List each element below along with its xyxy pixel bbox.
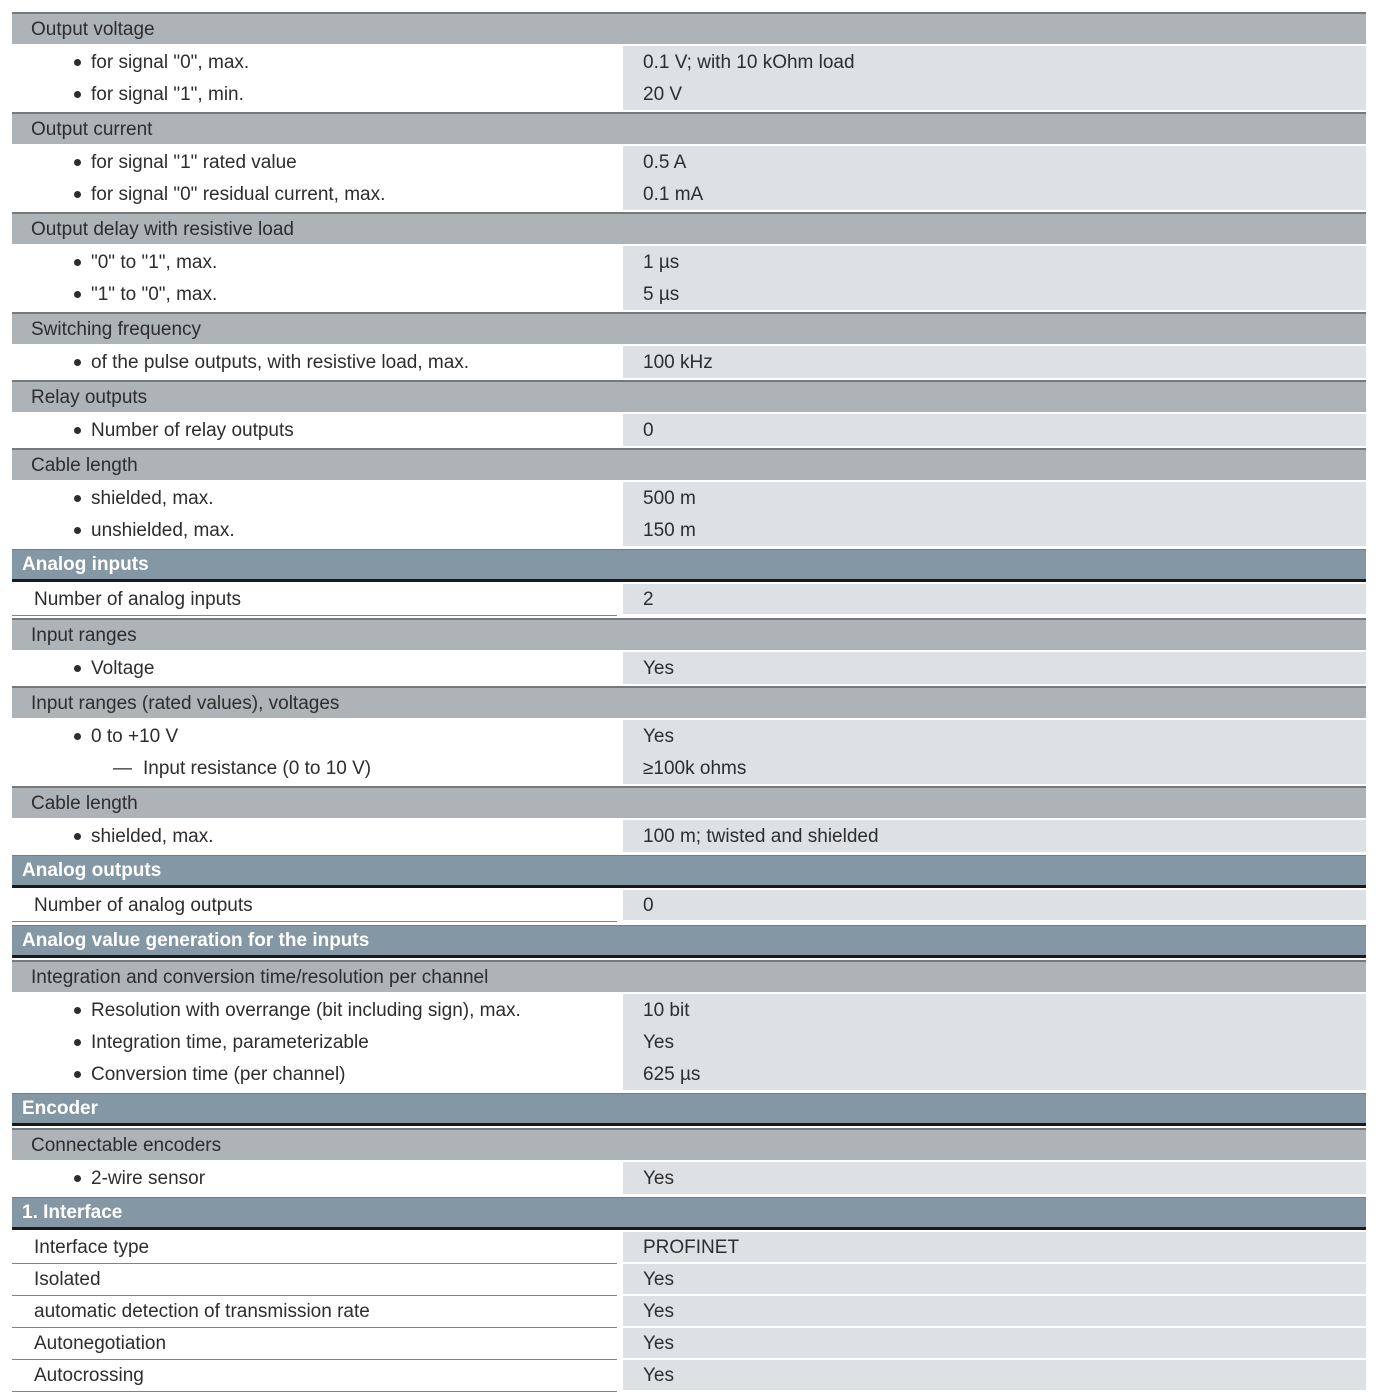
spec-row <box>12 994 1366 1026</box>
row-value: 0.1 V; with 10 kOhm load <box>643 51 855 73</box>
spec-row <box>12 346 1366 378</box>
row-value: Yes <box>643 1332 674 1354</box>
row-value: 0.1 mA <box>643 183 704 205</box>
row-label-cell <box>12 1232 617 1264</box>
row-label: Conversion time (per channel) <box>91 1063 346 1085</box>
row-label: "0" to "1", max. <box>91 251 218 273</box>
subsection-row <box>12 380 1366 412</box>
row-value: 100 kHz <box>643 351 713 373</box>
spec-row <box>12 1360 1366 1392</box>
row-label-cell <box>12 178 617 210</box>
row-value-cell <box>623 1162 1366 1194</box>
bullet-icon <box>74 359 81 366</box>
row-label-cell <box>12 346 617 378</box>
row-label: Resolution with overrange (bit including sign), max. <box>91 999 521 1021</box>
row-label: shielded, max. <box>91 487 214 509</box>
subsection-row <box>12 686 1366 718</box>
row-label: Voltage <box>91 657 155 679</box>
row-label: shielded, max. <box>91 825 214 847</box>
row-label-cell <box>12 278 617 310</box>
row-value-cell <box>623 246 1366 278</box>
row-value: 1 µs <box>643 251 680 273</box>
row-value-cell <box>623 584 1366 616</box>
row-label: for signal "0", max. <box>91 51 250 73</box>
row-label: Number of analog inputs <box>34 589 242 610</box>
row-label: Interface type <box>34 1237 150 1258</box>
subsection-title: Relay outputs <box>31 386 148 408</box>
spec-row <box>12 652 1366 684</box>
row-label-cell <box>12 414 617 446</box>
bullet-icon <box>74 59 81 66</box>
row-value-cell <box>623 278 1366 310</box>
row-label-cell <box>12 1026 617 1058</box>
row-value-cell <box>623 178 1366 210</box>
row-value-cell <box>623 514 1366 546</box>
subsection-row <box>12 448 1366 480</box>
bullet-icon <box>74 91 81 98</box>
row-value: Yes <box>643 1300 674 1322</box>
row-label-cell <box>12 994 617 1026</box>
row-value: 10 bit <box>643 999 690 1021</box>
row-value: 0 <box>643 419 654 441</box>
section-header-row <box>12 1197 1366 1230</box>
bullet-icon <box>74 665 81 672</box>
row-value: PROFINET <box>643 1236 740 1258</box>
row-value-cell <box>623 820 1366 852</box>
bullet-icon <box>74 1071 81 1078</box>
subsection-row <box>12 618 1366 650</box>
row-label: Number of analog outputs <box>34 895 253 916</box>
subsection-row <box>12 212 1366 244</box>
subsection-title: Integration and conversion time/resolution per channel <box>31 966 489 988</box>
row-label: for signal "1" rated value <box>91 151 297 173</box>
row-value-cell <box>623 346 1366 378</box>
row-value: ≥100k ohms <box>643 757 747 779</box>
section-title: Analog value generation for the inputs <box>22 930 370 951</box>
spec-row <box>12 1264 1366 1296</box>
row-value-cell <box>623 1328 1366 1360</box>
spec-row <box>12 78 1366 110</box>
row-label: Number of relay outputs <box>91 419 294 441</box>
dash-icon: — <box>113 757 132 779</box>
section-header-row <box>12 855 1366 888</box>
bullet-icon <box>74 259 81 266</box>
row-value-cell <box>623 752 1366 784</box>
section-title: Encoder <box>22 1098 99 1119</box>
row-value: 150 m <box>643 519 696 541</box>
row-value-cell <box>623 1026 1366 1058</box>
spec-row <box>12 1232 1366 1264</box>
row-label-cell <box>12 752 617 784</box>
row-value: Yes <box>643 1268 674 1290</box>
section-header-row <box>12 925 1366 958</box>
row-value: 100 m; twisted and shielded <box>643 825 879 847</box>
row-value-cell <box>623 146 1366 178</box>
row-label: of the pulse outputs, with resistive load, max. <box>91 351 470 373</box>
spec-row <box>12 1328 1366 1360</box>
row-value-cell <box>623 78 1366 110</box>
bullet-icon <box>74 1039 81 1046</box>
bullet-icon <box>74 833 81 840</box>
spec-row <box>12 46 1366 78</box>
row-label: automatic detection of transmission rate <box>34 1301 370 1322</box>
row-label-cell <box>12 1162 617 1194</box>
row-label-cell <box>12 820 617 852</box>
spec-row <box>12 752 1366 784</box>
row-label: Autocrossing <box>34 1365 144 1386</box>
section-title: Analog outputs <box>22 860 162 881</box>
spec-row <box>12 178 1366 210</box>
subsection-row <box>12 312 1366 344</box>
spec-row <box>12 278 1366 310</box>
row-value-cell <box>623 1058 1366 1090</box>
row-value-cell <box>623 890 1366 922</box>
row-value: 2 <box>643 588 654 610</box>
subsection-title: Connectable encoders <box>31 1134 222 1156</box>
spec-row <box>12 820 1366 852</box>
spec-row <box>12 1058 1366 1090</box>
spec-table <box>12 12 1366 1392</box>
row-label: Integration time, parameterizable <box>91 1031 369 1053</box>
row-label-cell <box>12 46 617 78</box>
subsection-row <box>12 1128 1366 1160</box>
row-label-cell <box>12 1328 617 1360</box>
row-label: "1" to "0", max. <box>91 283 218 305</box>
row-label-cell <box>12 1296 617 1328</box>
subsection-title: Switching frequency <box>31 318 202 340</box>
row-value: Yes <box>643 1167 674 1189</box>
row-value-cell <box>623 414 1366 446</box>
row-label: Autonegotiation <box>34 1333 167 1354</box>
row-value: Yes <box>643 1031 674 1053</box>
subsection-title: Input ranges (rated values), voltages <box>31 692 340 714</box>
bullet-icon <box>74 291 81 298</box>
row-value-cell <box>623 994 1366 1026</box>
row-label-cell <box>12 146 617 178</box>
row-label: 2-wire sensor <box>91 1167 206 1189</box>
subsection-title: Cable length <box>31 792 138 814</box>
row-value: 0 <box>643 894 654 916</box>
row-value-cell <box>623 1360 1366 1392</box>
bullet-icon <box>74 1007 81 1014</box>
row-value-cell <box>623 720 1366 752</box>
subsection-row <box>12 112 1366 144</box>
row-value-cell <box>623 1232 1366 1264</box>
row-label-cell <box>12 720 617 752</box>
row-value-cell <box>623 1264 1366 1296</box>
spec-row <box>12 1296 1366 1328</box>
row-value: Yes <box>643 725 674 747</box>
row-value-cell <box>623 482 1366 514</box>
row-label-cell <box>12 890 617 922</box>
spec-row <box>12 890 1366 922</box>
row-label-cell <box>12 584 617 616</box>
row-label: Input resistance (0 to 10 V) <box>143 757 372 779</box>
row-label-cell <box>12 1058 617 1090</box>
row-value: Yes <box>643 1364 674 1386</box>
spec-row <box>12 414 1366 446</box>
bullet-icon <box>74 495 81 502</box>
spec-row <box>12 246 1366 278</box>
bullet-icon <box>74 733 81 740</box>
subsection-row <box>12 786 1366 818</box>
row-value: Yes <box>643 657 674 679</box>
bullet-icon <box>74 427 81 434</box>
row-label-cell <box>12 1264 617 1296</box>
row-label: for signal "0" residual current, max. <box>91 183 386 205</box>
row-value-cell <box>623 652 1366 684</box>
subsection-title: Cable length <box>31 454 138 476</box>
row-label: Isolated <box>34 1269 101 1290</box>
row-label: unshielded, max. <box>91 519 235 541</box>
subsection-title: Input ranges <box>31 624 137 646</box>
row-value: 5 µs <box>643 283 680 305</box>
row-label: 0 to +10 V <box>91 725 179 747</box>
row-label-cell <box>12 1360 617 1392</box>
spec-row <box>12 584 1366 616</box>
row-value: 500 m <box>643 487 696 509</box>
row-value-cell <box>623 46 1366 78</box>
spec-row <box>12 1026 1366 1058</box>
row-label-cell <box>12 482 617 514</box>
subsection-row <box>12 12 1366 44</box>
subsection-title: Output voltage <box>31 18 155 40</box>
section-title: 1. Interface <box>22 1202 123 1223</box>
spec-row <box>12 482 1366 514</box>
row-value: 0.5 A <box>643 151 687 173</box>
bullet-icon <box>74 159 81 166</box>
section-header-row <box>12 1093 1366 1126</box>
row-label: for signal "1", min. <box>91 83 244 105</box>
row-label-cell <box>12 78 617 110</box>
spec-row <box>12 1162 1366 1194</box>
row-label-cell <box>12 652 617 684</box>
row-value: 625 µs <box>643 1063 701 1085</box>
row-value: 20 V <box>643 83 683 105</box>
row-value-cell <box>623 1296 1366 1328</box>
row-label-cell <box>12 246 617 278</box>
subsection-title: Output current <box>31 118 153 140</box>
spec-row <box>12 146 1366 178</box>
bullet-icon <box>74 527 81 534</box>
bullet-icon <box>74 1175 81 1182</box>
section-title: Analog inputs <box>22 554 149 575</box>
subsection-title: Output delay with resistive load <box>31 218 294 240</box>
spec-row <box>12 720 1366 752</box>
spec-row <box>12 514 1366 546</box>
subsection-row <box>12 960 1366 992</box>
row-label-cell <box>12 514 617 546</box>
section-header-row <box>12 549 1366 582</box>
bullet-icon <box>74 191 81 198</box>
